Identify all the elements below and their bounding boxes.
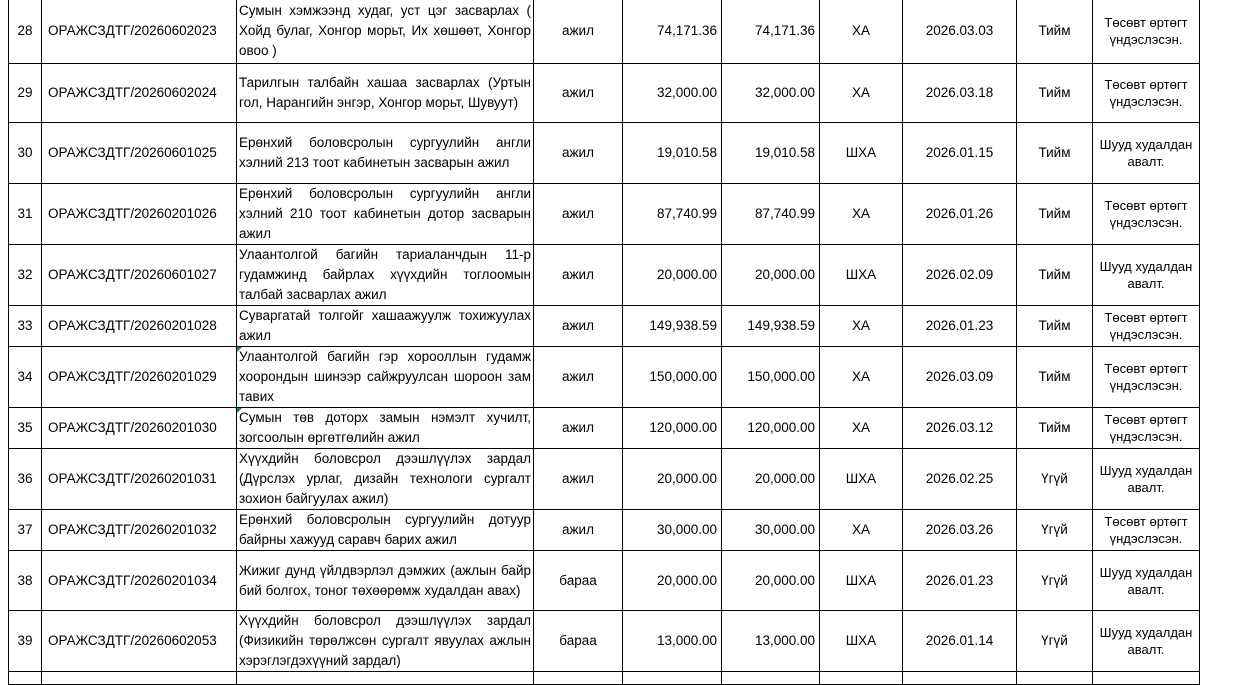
announcement-date-cell: 2026.02.09 xyxy=(903,245,1017,306)
empty-cell xyxy=(820,672,903,685)
announcement-date-cell: 2026.03.09 xyxy=(903,347,1017,408)
basis-note-cell: Шууд худалдан авалт. xyxy=(1093,611,1200,672)
basis-note-cell: Шууд худалдан авалт. xyxy=(1093,449,1200,510)
estimated-amount-cell: 20,000.00 xyxy=(722,245,820,306)
empty-cell xyxy=(9,672,42,685)
announcement-date-cell: 2026.01.26 xyxy=(903,184,1017,245)
row-number-cell: 28 xyxy=(9,0,42,64)
table-row xyxy=(9,306,1200,347)
empty-cell xyxy=(623,672,722,685)
procurement-name-cell: Сумын хэмжээнд худаг, уст цэг засварлах ( Хойд булаг, Хонгор морьт, Их хөшөөт, Хонгор овоо ) xyxy=(237,0,534,64)
empty-cell xyxy=(903,672,1017,685)
basis-note-cell: Төсөвт өртөгт үндэслэсэн. xyxy=(1093,510,1200,551)
included-flag-cell: Үгүй xyxy=(1017,551,1093,611)
row-number-cell: 36 xyxy=(9,449,42,510)
announcement-date-cell: 2026.02.25 xyxy=(903,449,1017,510)
table-row xyxy=(9,0,1200,64)
procurement-name-cell: Хүүхдийн боловсрол дээшлүүлэх зардал (Дүрслэх урлаг, дизайн технологи сургалт зохион байгуулах ажил) xyxy=(237,449,534,510)
budget-amount-cell: 19,010.58 xyxy=(623,123,722,184)
basis-note-cell: Төсөвт өртөгт үндэслэсэн. xyxy=(1093,347,1200,408)
row-number-cell: 35 xyxy=(9,408,42,449)
estimated-amount-cell: 20,000.00 xyxy=(722,449,820,510)
announcement-date-cell: 2026.03.03 xyxy=(903,0,1017,64)
row-number-cell: 30 xyxy=(9,123,42,184)
table-row-partial xyxy=(9,672,1200,685)
included-flag-cell: Үгүй xyxy=(1017,449,1093,510)
table-row xyxy=(9,184,1200,245)
procurement-code-cell: ОРАЖСЗДТГ/20260602023 xyxy=(42,0,237,64)
budget-amount-cell: 87,740.99 xyxy=(623,184,722,245)
basis-note-cell: Төсөвт өртөгт үндэслэсэн. xyxy=(1093,184,1200,245)
row-number-cell: 32 xyxy=(9,245,42,306)
row-number-cell: 38 xyxy=(9,551,42,611)
table-row xyxy=(9,510,1200,551)
table-row xyxy=(9,64,1200,123)
procurement-type-cell: ажил xyxy=(534,0,623,64)
table-row xyxy=(9,551,1200,611)
procurement-type-cell: бараа xyxy=(534,611,623,672)
included-flag-cell: Тийм xyxy=(1017,408,1093,449)
budget-amount-cell: 20,000.00 xyxy=(623,245,722,306)
announcement-date-cell: 2026.01.23 xyxy=(903,306,1017,347)
procurement-type-cell: ажил xyxy=(534,510,623,551)
row-number-cell: 33 xyxy=(9,306,42,347)
basis-note-cell: Шууд худалдан авалт. xyxy=(1093,551,1200,611)
budget-amount-cell: 30,000.00 xyxy=(623,510,722,551)
included-flag-cell: Тийм xyxy=(1017,64,1093,123)
announcement-date-cell: 2026.03.12 xyxy=(903,408,1017,449)
procurement-method-cell: ХА xyxy=(820,347,903,408)
row-number-cell: 31 xyxy=(9,184,42,245)
table-row xyxy=(9,408,1200,449)
procurement-method-cell: ХА xyxy=(820,64,903,123)
procurement-method-cell: ХА xyxy=(820,0,903,64)
budget-amount-cell: 20,000.00 xyxy=(623,551,722,611)
budget-amount-cell: 120,000.00 xyxy=(623,408,722,449)
estimated-amount-cell: 74,171.36 xyxy=(722,0,820,64)
procurement-type-cell: ажил xyxy=(534,245,623,306)
procurement-name-cell: Улаантолгой багийн тариаланчдын 11-р гудамжинд байрлах хүүхдийн тоглоомын талбай засварлах ажил xyxy=(237,245,534,306)
procurement-name-cell: Ерөнхий боловсролын сургуулийн англи хэлний 210 тоот кабинетын дотор засварын ажил xyxy=(237,184,534,245)
empty-cell xyxy=(722,672,820,685)
basis-note-cell: Төсөвт өртөгт үндэслэсэн. xyxy=(1093,408,1200,449)
budget-amount-cell: 13,000.00 xyxy=(623,611,722,672)
table-body xyxy=(9,0,1200,685)
procurement-type-cell: ажил xyxy=(534,306,623,347)
empty-cell xyxy=(534,672,623,685)
basis-note-cell: Төсөвт өртөгт үндэслэсэн. xyxy=(1093,306,1200,347)
procurement-method-cell: ХА xyxy=(820,510,903,551)
procurement-method-cell: ШХА xyxy=(820,611,903,672)
procurement-method-cell: ШХА xyxy=(820,245,903,306)
empty-cell xyxy=(1017,672,1093,685)
estimated-amount-cell: 120,000.00 xyxy=(722,408,820,449)
included-flag-cell: Тийм xyxy=(1017,306,1093,347)
procurement-type-cell: ажил xyxy=(534,64,623,123)
row-number-cell: 34 xyxy=(9,347,42,408)
procurement-code-cell: ОРАЖСЗДТГ/20260201028 xyxy=(42,306,237,347)
procurement-name-cell: Улаантолгой багийн гэр хорооллын гудамж хоорондын шинээр сайжруулсан шороон зам тавих xyxy=(237,347,534,408)
estimated-amount-cell: 149,938.59 xyxy=(722,306,820,347)
procurement-type-cell: бараа xyxy=(534,551,623,611)
budget-amount-cell: 149,938.59 xyxy=(623,306,722,347)
empty-cell xyxy=(1093,672,1200,685)
procurement-type-cell: ажил xyxy=(534,123,623,184)
procurement-table xyxy=(8,0,1200,685)
procurement-name-cell: Жижиг дунд үйлдвэрлэл дэмжих (ажлын байр бий болгох, тоног төхөөрөмж худалдан авах) xyxy=(237,551,534,611)
procurement-code-cell: ОРАЖСЗДТГ/20260601027 xyxy=(42,245,237,306)
procurement-method-cell: ХА xyxy=(820,408,903,449)
procurement-method-cell: ХА xyxy=(820,184,903,245)
procurement-method-cell: ШХА xyxy=(820,449,903,510)
budget-amount-cell: 74,171.36 xyxy=(623,0,722,64)
procurement-code-cell: ОРАЖСЗДТГ/20260602024 xyxy=(42,64,237,123)
procurement-code-cell: ОРАЖСЗДТГ/20260201032 xyxy=(42,510,237,551)
procurement-code-cell: ОРАЖСЗДТГ/20260201029 xyxy=(42,347,237,408)
procurement-name-cell: Ерөнхий боловсролын сургуулийн дотуур байрны хажууд саравч барих ажил xyxy=(237,510,534,551)
included-flag-cell: Үгүй xyxy=(1017,611,1093,672)
basis-note-cell: Төсөвт өртөгт үндэслэсэн. xyxy=(1093,64,1200,123)
basis-note-cell: Шууд худалдан авалт. xyxy=(1093,123,1200,184)
table-row xyxy=(9,611,1200,672)
included-flag-cell: Тийм xyxy=(1017,245,1093,306)
estimated-amount-cell: 150,000.00 xyxy=(722,347,820,408)
announcement-date-cell: 2026.01.15 xyxy=(903,123,1017,184)
row-number-cell: 37 xyxy=(9,510,42,551)
estimated-amount-cell: 13,000.00 xyxy=(722,611,820,672)
procurement-method-cell: ШХА xyxy=(820,551,903,611)
procurement-name-cell: Ерөнхий боловсролын сургуулийн англи хэлний 213 тоот кабинетын засварын ажил xyxy=(237,123,534,184)
procurement-name-cell: Суваргатай толгойг хашаажуулж тохижуулах ажил xyxy=(237,306,534,347)
table-row xyxy=(9,449,1200,510)
empty-cell xyxy=(237,672,534,685)
procurement-code-cell: ОРАЖСЗДТГ/20260201034 xyxy=(42,551,237,611)
estimated-amount-cell: 19,010.58 xyxy=(722,123,820,184)
budget-amount-cell: 32,000.00 xyxy=(623,64,722,123)
included-flag-cell: Тийм xyxy=(1017,347,1093,408)
announcement-date-cell: 2026.03.18 xyxy=(903,64,1017,123)
included-flag-cell: Тийм xyxy=(1017,123,1093,184)
procurement-name-cell: Сумын төв доторх замын нэмэлт хучилт, зогсоолын өргөтгөлийн ажил xyxy=(237,408,534,449)
procurement-method-cell: ХА xyxy=(820,306,903,347)
budget-amount-cell: 20,000.00 xyxy=(623,449,722,510)
table-row xyxy=(9,245,1200,306)
procurement-name-cell: Хүүхдийн боловсрол дээшлүүлэх зардал (Физикийн төрөлжсөн сургалт явуулах ажлын хэрэглэгдэхүүний зардал) xyxy=(237,611,534,672)
estimated-amount-cell: 32,000.00 xyxy=(722,64,820,123)
procurement-code-cell: ОРАЖСЗДТГ/20260201030 xyxy=(42,408,237,449)
procurement-type-cell: ажил xyxy=(534,449,623,510)
estimated-amount-cell: 87,740.99 xyxy=(722,184,820,245)
procurement-code-cell: ОРАЖСЗДТГ/20260201031 xyxy=(42,449,237,510)
included-flag-cell: Тийм xyxy=(1017,0,1093,64)
table-row xyxy=(9,347,1200,408)
budget-amount-cell: 150,000.00 xyxy=(623,347,722,408)
basis-note-cell: Шууд худалдан авалт. xyxy=(1093,245,1200,306)
procurement-code-cell: ОРАЖСЗДТГ/20260201026 xyxy=(42,184,237,245)
empty-cell xyxy=(42,672,237,685)
basis-note-cell: Төсөвт өртөгт үндэслэсэн. xyxy=(1093,0,1200,64)
announcement-date-cell: 2026.03.26 xyxy=(903,510,1017,551)
procurement-code-cell: ОРАЖСЗДТГ/20260601025 xyxy=(42,123,237,184)
row-number-cell: 39 xyxy=(9,611,42,672)
procurement-code-cell: ОРАЖСЗДТГ/20260602053 xyxy=(42,611,237,672)
table-row xyxy=(9,123,1200,184)
announcement-date-cell: 2026.01.23 xyxy=(903,551,1017,611)
procurement-type-cell: ажил xyxy=(534,184,623,245)
procurement-method-cell: ШХА xyxy=(820,123,903,184)
included-flag-cell: Үгүй xyxy=(1017,510,1093,551)
row-number-cell: 29 xyxy=(9,64,42,123)
included-flag-cell: Тийм xyxy=(1017,184,1093,245)
announcement-date-cell: 2026.01.14 xyxy=(903,611,1017,672)
procurement-type-cell: ажил xyxy=(534,347,623,408)
procurement-type-cell: ажил xyxy=(534,408,623,449)
procurement-name-cell: Тарилгын талбайн хашаа засварлах (Уртын гол, Нарангийн энгэр, Хонгор морьт, Шувуут) xyxy=(237,64,534,123)
estimated-amount-cell: 20,000.00 xyxy=(722,551,820,611)
estimated-amount-cell: 30,000.00 xyxy=(722,510,820,551)
